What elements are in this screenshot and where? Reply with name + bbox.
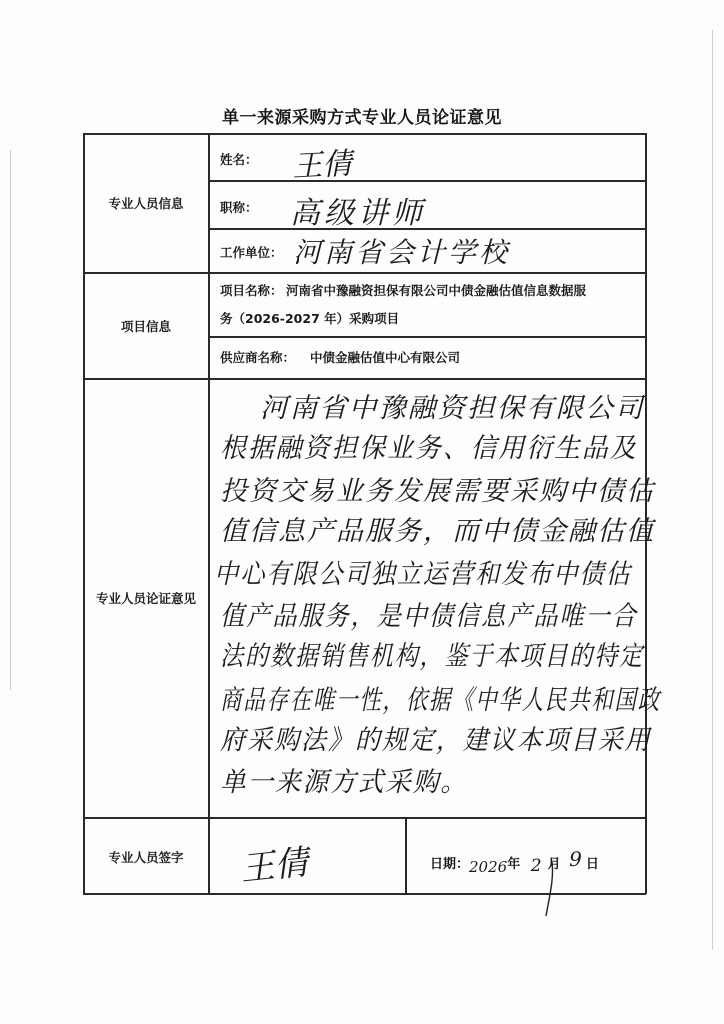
opinion-line: 府采购法》的规定，建议本项目采用 [220, 725, 652, 756]
opinion-line: 值信息产品服务，而中债金融估值 [220, 516, 655, 547]
name-label: 姓名： [220, 152, 258, 167]
opinion-line: 法的数据销售机构，鉴于本项目的特定 [220, 641, 644, 672]
table-border-bottom [83, 893, 646, 895]
table-border-top [83, 133, 646, 135]
opinion-line: 投资交易业务发展需要采购中债估 [220, 476, 655, 507]
project-name-label: 项目名称： [220, 283, 283, 298]
opinion-label: 专业人员论证意见 [95, 591, 197, 606]
date-month: 2 [530, 856, 542, 876]
project-name-line1: 河南省中豫融资担保有限公司中债金融估值信息数据服 [286, 283, 587, 298]
row-divider-name [208, 180, 646, 182]
date-year: 2026 [469, 858, 508, 876]
signature-label: 专业人员签字 [108, 850, 184, 865]
expert-info-label: 专业人员信息 [108, 196, 184, 211]
project-name-line2: 务（2026-2027 年）采购项目 [220, 311, 400, 326]
project-info-label: 项目信息 [120, 319, 172, 334]
signer-signature: 王倩 [238, 842, 311, 890]
opinion-line: 河南省中豫融资担保有限公司 [260, 393, 645, 424]
signature-date [430, 847, 599, 876]
title-value: 高级讲师 [290, 196, 426, 231]
opinion-line: 商品存在唯一性，依据《中华人民共和国政 [220, 685, 661, 716]
scan-edge-left [10, 150, 11, 690]
employer-label: 工作单位： [220, 245, 283, 260]
document-title: 单一来源采购方式专业人员论证意见 [222, 108, 502, 128]
signature-date-divider [405, 817, 407, 894]
date-day: 9 [569, 847, 582, 871]
pen-stroke [540, 860, 560, 920]
title-label: 职称： [220, 200, 258, 215]
date-label: 日期： [430, 857, 470, 872]
date-year-unit: 年 [507, 857, 521, 872]
table-border-left [83, 133, 85, 894]
employer-value: 河南省会计学校 [293, 236, 511, 269]
name-value: 王倩 [291, 146, 354, 185]
supplier-label: 供应商名称： [220, 350, 296, 365]
opinion-line: 中心有限公司独立运营和发布中债估 [214, 559, 632, 590]
section-divider-signature [83, 817, 646, 819]
opinion-line: 根据融资担保业务、信用衍生品及 [220, 433, 638, 464]
section-divider-opinion [83, 378, 646, 380]
supplier-value: 中债金融估值中心有限公司 [310, 350, 461, 365]
row-divider-supplier [208, 336, 646, 338]
section-divider-project [83, 272, 646, 274]
opinion-line: 单一来源方式采购。 [220, 767, 468, 798]
label-column-divider [208, 133, 210, 894]
date-day-unit: 日 [585, 857, 599, 872]
opinion-line: 值产品服务，是中债信息产品唯一合 [220, 601, 638, 632]
row-divider-title [208, 228, 646, 230]
date-month-unit: 月 [547, 857, 561, 872]
scan-edge-right [712, 30, 713, 950]
